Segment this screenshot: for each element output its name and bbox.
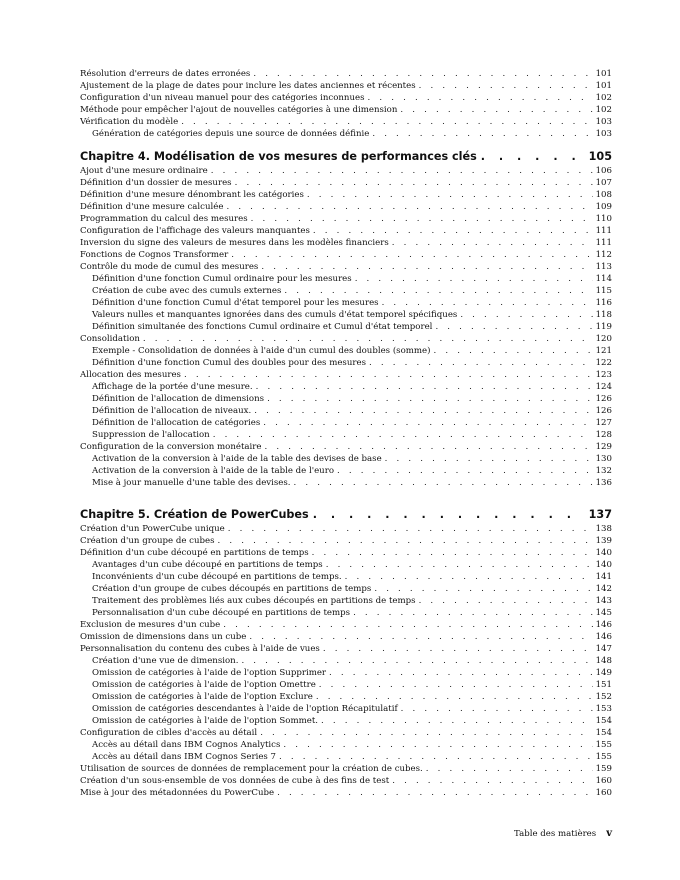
toc-entry-page: 118 xyxy=(595,310,612,320)
toc-entry-title: Définition de l'allocation de dimensions xyxy=(92,394,265,404)
toc-entry-page: 111 xyxy=(595,226,612,236)
toc-entry-page: 110 xyxy=(595,214,612,224)
toc-entry-page: 148 xyxy=(595,656,612,666)
dot-leader xyxy=(307,189,593,201)
toc-entry-title: Définition d'une fonction Cumul des doubles pour des mesures xyxy=(92,358,366,368)
toc-entry-page: 106 xyxy=(595,166,612,176)
toc-entry-page: 103 xyxy=(595,129,612,139)
dot-leader xyxy=(426,763,593,775)
page-footer xyxy=(514,828,612,839)
toc-entry-page: 101 xyxy=(595,81,612,91)
toc-entry[interactable] xyxy=(80,547,612,559)
toc-entry[interactable] xyxy=(80,631,612,643)
toc-entry-page: 140 xyxy=(595,548,612,558)
toc-entry-title: Activation de la conversion à l'aide de la table de l'euro xyxy=(92,466,334,476)
dot-leader xyxy=(372,128,592,140)
toc-entry-page: 122 xyxy=(595,358,612,368)
toc-entry-title: Omission de catégories à l'aide de l'option Sommet. xyxy=(92,716,319,726)
toc-entry[interactable] xyxy=(80,429,612,441)
toc-entry-page: 153 xyxy=(595,704,612,714)
toc-entry-title: Accès au détail dans IBM Cognos Series 7 xyxy=(92,752,277,762)
dot-leader xyxy=(313,507,585,523)
toc-entry[interactable] xyxy=(80,763,612,775)
toc-entry-page: 160 xyxy=(595,776,612,786)
toc-entry[interactable] xyxy=(80,369,612,381)
toc-entry-title: Définition simultanée des fonctions Cumul ordinaire et Cumul d'état temporel xyxy=(92,322,433,332)
toc-entry-page: 109 xyxy=(595,202,612,212)
toc-entry-title: Fonctions de Cognos Transformer xyxy=(80,250,229,260)
chapter-4-block xyxy=(80,149,612,489)
toc-entry-title: Consolidation xyxy=(80,334,140,344)
toc-entry-title: Contrôle du mode de cumul des mesures xyxy=(80,262,259,272)
chapter-5-title: Chapitre 5. Création de PowerCubes xyxy=(80,508,309,521)
toc-entry-page: 130 xyxy=(595,454,612,464)
toc-entry[interactable] xyxy=(80,393,612,405)
toc-entry-page: 121 xyxy=(595,346,612,356)
toc-entry-page: 146 xyxy=(595,620,612,630)
chapter-4-entries xyxy=(80,165,612,489)
toc-entry-page: 112 xyxy=(595,250,612,260)
toc-entry[interactable] xyxy=(80,225,612,237)
dot-leader xyxy=(313,225,593,237)
toc-entry[interactable] xyxy=(80,667,612,679)
toc-entry-page: 126 xyxy=(595,406,612,416)
toc-entry-title: Mise à jour manuelle d'une table des devises. xyxy=(92,478,291,488)
dot-leader xyxy=(263,417,592,429)
dot-leader xyxy=(264,441,592,453)
toc-entry-title: Traitement des problèmes liés aux cubes découpés en partitions de temps xyxy=(92,596,416,606)
dot-leader xyxy=(481,149,585,165)
toc-entry-page: 108 xyxy=(595,190,612,200)
dot-leader xyxy=(368,92,593,104)
toc-entry-page: 128 xyxy=(595,430,612,440)
toc-entry[interactable] xyxy=(80,92,612,104)
dot-leader xyxy=(277,787,593,799)
dot-leader xyxy=(355,273,593,285)
toc-entry-page: 154 xyxy=(595,716,612,726)
toc-entry[interactable] xyxy=(80,321,612,333)
footer-label: Table des matières xyxy=(514,829,597,839)
dot-leader xyxy=(385,453,593,465)
toc-entry-title: Définition de l'allocation de niveaux. xyxy=(92,406,252,416)
chapter-5-heading[interactable] xyxy=(80,507,612,523)
toc-entry-page: 113 xyxy=(595,262,612,272)
toc-entry-page: 129 xyxy=(595,442,612,452)
dot-leader xyxy=(228,523,593,535)
toc-entry[interactable] xyxy=(80,189,612,201)
chapter-4-heading[interactable] xyxy=(80,149,612,165)
dot-leader xyxy=(419,80,593,92)
toc-entry-page: 119 xyxy=(595,322,612,332)
toc-entry[interactable] xyxy=(80,213,612,225)
toc-entry[interactable] xyxy=(80,787,612,799)
dot-leader xyxy=(392,237,593,249)
dot-leader xyxy=(434,345,593,357)
toc-entry-title: Création d'un sous-ensemble de vos données de cube à des fins de test xyxy=(80,776,390,786)
dot-leader xyxy=(460,309,592,321)
dot-leader xyxy=(213,429,593,441)
dot-leader xyxy=(435,321,592,333)
dot-leader xyxy=(345,571,593,583)
toc-page xyxy=(80,68,612,799)
dot-leader xyxy=(267,393,593,405)
toc-entry-page: 111 xyxy=(595,238,612,248)
toc-entry-title: Allocation des mesures xyxy=(80,370,181,380)
dot-leader xyxy=(400,104,592,116)
dot-leader xyxy=(369,357,593,369)
toc-entry-page: 126 xyxy=(595,394,612,404)
dot-leader xyxy=(254,405,592,417)
dot-leader xyxy=(337,465,593,477)
toc-entry-page: 102 xyxy=(595,93,612,103)
toc-entry-page: 147 xyxy=(595,644,612,654)
dot-leader xyxy=(312,547,593,559)
toc-entry-page: 116 xyxy=(595,298,612,308)
toc-entry[interactable] xyxy=(80,465,612,477)
toc-entry[interactable] xyxy=(80,453,612,465)
toc-entry[interactable] xyxy=(80,775,612,787)
chapter-5-page: 137 xyxy=(588,508,612,521)
toc-entry[interactable] xyxy=(80,679,612,691)
toc-entry-page: 138 xyxy=(595,524,612,534)
toc-entry-page: 155 xyxy=(595,740,612,750)
toc-entry-page: 124 xyxy=(595,382,612,392)
dot-leader xyxy=(253,68,592,80)
toc-entry-title: Inversion du signe des valeurs de mesures dans les modèles financiers xyxy=(80,238,389,248)
dot-leader xyxy=(284,285,592,297)
toc-entry[interactable] xyxy=(80,357,612,369)
toc-entry[interactable] xyxy=(80,285,612,297)
toc-entry[interactable] xyxy=(80,381,612,393)
toc-entry-title: Accès au détail dans IBM Cognos Analytics xyxy=(92,740,281,750)
toc-entry[interactable] xyxy=(80,68,612,80)
toc-entry[interactable] xyxy=(80,116,612,128)
dot-leader xyxy=(374,583,592,595)
toc-entry-page: 149 xyxy=(595,668,612,678)
toc-entry-page: 146 xyxy=(595,632,612,642)
toc-entry[interactable] xyxy=(80,165,612,177)
toc-entry-title: Création d'un groupe de cubes découpés en partitions de temps xyxy=(92,584,372,594)
toc-entry-title: Configuration de cibles d'accès au détail xyxy=(80,728,258,738)
toc-entry-title: Inconvénients d'un cube découpé en partitions de temps. xyxy=(92,572,342,582)
toc-entry[interactable] xyxy=(80,691,612,703)
toc-entry[interactable] xyxy=(80,273,612,285)
toc-entry[interactable] xyxy=(80,643,612,655)
toc-entry[interactable] xyxy=(80,619,612,631)
dot-leader xyxy=(256,381,593,393)
dot-leader xyxy=(211,165,593,177)
toc-entry-title: Création d'un groupe de cubes xyxy=(80,536,215,546)
toc-entry[interactable] xyxy=(80,297,612,309)
toc-entry[interactable] xyxy=(80,751,612,763)
dot-leader xyxy=(316,691,593,703)
toc-entry-title: Omission de catégories à l'aide de l'option Supprimer xyxy=(92,668,327,678)
toc-entry-page: 141 xyxy=(595,572,612,582)
toc-entry[interactable] xyxy=(80,535,612,547)
toc-entry[interactable] xyxy=(80,237,612,249)
toc-entry-title: Création d'un PowerCube unique xyxy=(80,524,225,534)
toc-entry-page: 103 xyxy=(595,117,612,127)
toc-entry[interactable] xyxy=(80,595,612,607)
dot-leader xyxy=(251,213,593,225)
toc-entry-title: Omission de catégories à l'aide de l'option Omettre xyxy=(92,680,316,690)
chapter-4-page: 105 xyxy=(588,150,612,163)
toc-entry-title: Exemple - Consolidation de données à l'aide d'un cumul des doubles (somme) xyxy=(92,346,431,356)
dot-leader xyxy=(241,655,592,667)
dot-leader xyxy=(218,535,593,547)
toc-entry[interactable] xyxy=(80,249,612,261)
dot-leader xyxy=(329,667,593,679)
dot-leader xyxy=(321,715,593,727)
dot-leader xyxy=(279,751,593,763)
toc-entry-page: 142 xyxy=(595,584,612,594)
dot-leader xyxy=(392,775,592,787)
toc-entry-title: Définition de l'allocation de catégories xyxy=(92,418,261,428)
dot-leader xyxy=(323,643,593,655)
toc-entry[interactable] xyxy=(80,727,612,739)
toc-entry-page: 102 xyxy=(595,105,612,115)
toc-entry[interactable] xyxy=(80,201,612,213)
toc-entry-title: Valeurs nulles et manquantes ignorées dans des cumuls d'état temporel spécifiques xyxy=(92,310,458,320)
dot-leader xyxy=(294,477,593,489)
toc-entry[interactable] xyxy=(80,523,612,535)
toc-entry[interactable] xyxy=(80,417,612,429)
dot-leader xyxy=(419,595,593,607)
toc-entry-title: Définition d'une fonction Cumul ordinaire pour les mesures xyxy=(92,274,352,284)
toc-entry-page: 123 xyxy=(595,370,612,380)
toc-entry-page: 101 xyxy=(595,69,612,79)
footer-page-number: v xyxy=(606,828,612,839)
toc-entry-page: 159 xyxy=(595,764,612,774)
toc-entry-title: Résolution d'erreurs de dates erronées xyxy=(80,69,251,79)
toc-entry-page: 114 xyxy=(595,274,612,284)
chapter-4-title: Chapitre 4. Modélisation de vos mesures de performances clés xyxy=(80,150,477,163)
toc-entry-title: Définition d'une mesure dénombrant les catégories xyxy=(80,190,304,200)
toc-entry[interactable] xyxy=(80,80,612,92)
toc-entry-title: Méthode pour empêcher l'ajout de nouvelles catégories à une dimension xyxy=(80,105,398,115)
toc-entry-page: 143 xyxy=(595,596,612,606)
toc-entry-title: Suppression de l'allocation xyxy=(92,430,210,440)
toc-entry-title: Définition d'un cube découpé en partitions de temps xyxy=(80,548,309,558)
dot-leader xyxy=(143,333,593,345)
dot-leader xyxy=(401,703,593,715)
toc-entry[interactable] xyxy=(80,177,612,189)
toc-entry-title: Avantages d'un cube découpé en partitions de temps xyxy=(92,560,323,570)
toc-entry-page: 107 xyxy=(595,178,612,188)
dot-leader xyxy=(235,177,593,189)
toc-entry[interactable] xyxy=(80,559,612,571)
dot-leader xyxy=(382,297,593,309)
dot-leader xyxy=(283,739,592,751)
dot-leader xyxy=(326,559,593,571)
toc-entry-title: Omission de catégories à l'aide de l'option Exclure xyxy=(92,692,313,702)
toc-entry-page: 139 xyxy=(595,536,612,546)
toc-entry[interactable] xyxy=(80,405,612,417)
toc-entry-title: Configuration de la conversion monétaire xyxy=(80,442,262,452)
toc-section-top xyxy=(80,68,612,140)
toc-entry[interactable] xyxy=(80,583,612,595)
toc-entry-title: Utilisation de sources de données de remplacement pour la création de cubes. xyxy=(80,764,423,774)
toc-entry-title: Configuration d'un niveau manuel pour des catégories inconnues xyxy=(80,93,365,103)
toc-entry[interactable] xyxy=(80,309,612,321)
toc-entry-page: 136 xyxy=(595,478,612,488)
dot-leader xyxy=(181,116,592,128)
dot-leader xyxy=(249,631,592,643)
toc-entry-title: Vérification du modèle xyxy=(80,117,179,127)
toc-entry-title: Création de cube avec des cumuls externes xyxy=(92,286,282,296)
toc-entry[interactable] xyxy=(80,441,612,453)
dot-leader xyxy=(261,261,592,273)
toc-entry-page: 152 xyxy=(595,692,612,702)
toc-entry-title: Définition d'un dossier de mesures xyxy=(80,178,232,188)
toc-entry-page: 127 xyxy=(595,418,612,428)
toc-entry-page: 140 xyxy=(595,560,612,570)
dot-leader xyxy=(231,249,592,261)
toc-entry[interactable] xyxy=(80,655,612,667)
toc-entry-title: Exclusion de mesures d'un cube xyxy=(80,620,221,630)
toc-entry[interactable] xyxy=(80,703,612,715)
toc-entry[interactable] xyxy=(80,333,612,345)
toc-entry-page: 155 xyxy=(595,752,612,762)
toc-entry[interactable] xyxy=(80,477,612,489)
dot-leader xyxy=(223,619,592,631)
toc-entry-title: Définition d'une mesure calculée xyxy=(80,202,224,212)
dot-leader xyxy=(319,679,593,691)
dot-leader xyxy=(226,201,592,213)
toc-entry-title: Activation de la conversion à l'aide de la table des devises de base xyxy=(92,454,382,464)
toc-entry-title: Définition d'une fonction Cumul d'état temporel pour les mesures xyxy=(92,298,379,308)
toc-entry-title: Ajustement de la plage de dates pour inclure les dates anciennes et récentes xyxy=(80,81,416,91)
chapter-5-entries xyxy=(80,523,612,799)
toc-entry-page: 145 xyxy=(595,608,612,618)
toc-entry[interactable] xyxy=(80,607,612,619)
toc-entry[interactable] xyxy=(80,261,612,273)
toc-entry-page: 120 xyxy=(595,334,612,344)
toc-entry-page: 115 xyxy=(595,286,612,296)
dot-leader xyxy=(353,607,593,619)
toc-entry-title: Création d'une vue de dimension. xyxy=(92,656,239,666)
toc-entry-title: Configuration de l'affichage des valeurs manquantes xyxy=(80,226,310,236)
toc-entry-title: Personnalisation d'un cube découpé en partitions de temps xyxy=(92,608,351,618)
toc-entry[interactable] xyxy=(80,128,612,140)
chapter-5-block xyxy=(80,507,612,799)
toc-entry[interactable] xyxy=(80,104,612,116)
toc-entry-page: 151 xyxy=(595,680,612,690)
toc-entry[interactable] xyxy=(80,715,612,727)
toc-entry-title: Omission de catégories descendantes à l'aide de l'option Récapitulatif xyxy=(92,704,398,714)
toc-entry[interactable] xyxy=(80,739,612,751)
toc-entry-title: Affichage de la portée d'une mesure. xyxy=(92,382,253,392)
toc-entry-title: Mise à jour des métadonnées du PowerCube xyxy=(80,788,275,798)
toc-entry-page: 154 xyxy=(595,728,612,738)
toc-entry-page: 132 xyxy=(595,466,612,476)
toc-entry-title: Ajout d'une mesure ordinaire xyxy=(80,166,208,176)
toc-entry-title: Programmation du calcul des mesures xyxy=(80,214,248,224)
toc-entry-page: 160 xyxy=(595,788,612,798)
toc-entry[interactable] xyxy=(80,345,612,357)
toc-entry-title: Omission de dimensions dans un cube xyxy=(80,632,247,642)
toc-entry-title: Personnalisation du contenu des cubes à l'aide de vues xyxy=(80,644,320,654)
dot-leader xyxy=(260,727,592,739)
toc-entry-title: Génération de catégories depuis une source de données définie xyxy=(92,129,370,139)
dot-leader xyxy=(184,369,593,381)
toc-entry[interactable] xyxy=(80,571,612,583)
